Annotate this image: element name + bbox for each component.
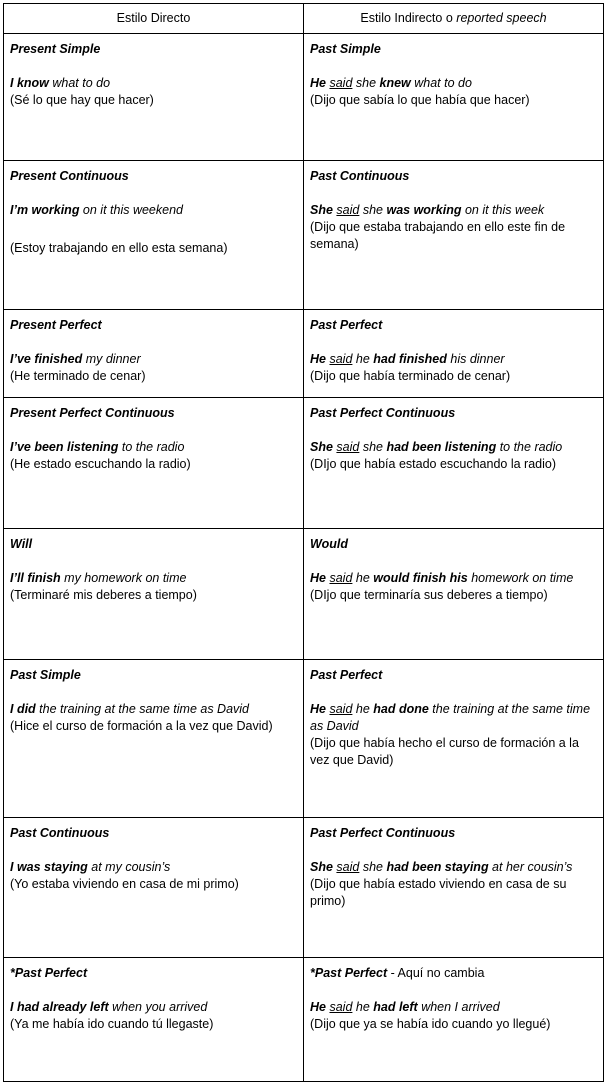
direct-cell — [4, 398, 304, 529]
direct-translation: (Sé lo que hay que hacer) — [10, 93, 154, 107]
direct-cell — [4, 161, 304, 310]
reported-example: She said she had been listening to the radio — [310, 440, 563, 454]
reported-cell — [304, 958, 604, 1082]
reported-translation: (Dijo que había terminado de cenar) — [310, 369, 511, 383]
table-row — [4, 34, 604, 161]
header-reported-label: Estilo Indirecto o — [360, 11, 453, 25]
reported-example: He said he had done the training at the same time as David — [310, 702, 591, 733]
direct-example: I was staying at my cousin’s — [10, 860, 171, 874]
reported-cell — [304, 818, 604, 958]
direct-example: I had already left when you arrived — [10, 1000, 208, 1014]
table-row — [4, 398, 604, 529]
reported-tense: Past Perfect — [310, 668, 383, 682]
reported-translation: (Dijo que había hecho el curso de formación a la vez que David) — [310, 736, 579, 767]
reported-tense: Past Continuous — [310, 169, 410, 183]
header-direct — [4, 4, 304, 34]
reported-cell — [304, 34, 604, 161]
direct-translation: (Terminaré mis deberes a tiempo) — [10, 588, 197, 602]
direct-tense: Present Perfect — [10, 318, 102, 332]
reported-example: She said she was working on it this week — [310, 203, 545, 217]
reported-cell — [304, 398, 604, 529]
reported-translation: (Dijo que estaba trabajando en ello este fin de semana) — [310, 220, 566, 251]
reported-tense: Past Simple — [310, 42, 381, 56]
reported-tense: Past Perfect — [310, 318, 383, 332]
reported-example: He said he would finish his homework on time — [310, 571, 574, 585]
reported-cell — [304, 529, 604, 660]
direct-tense: *Past Perfect — [10, 966, 88, 980]
tenses-table — [3, 3, 604, 1082]
header-row — [4, 4, 604, 34]
direct-tense: Will — [10, 537, 33, 551]
reported-cell — [304, 161, 604, 310]
direct-translation: (Hice el curso de formación a la vez que David) — [10, 719, 273, 733]
direct-translation: (He estado escuchando la radio) — [10, 457, 191, 471]
direct-example: I know what to do — [10, 76, 111, 90]
table-row — [4, 529, 604, 660]
direct-cell — [4, 529, 304, 660]
direct-cell — [4, 958, 304, 1082]
reported-translation: (Dijo que sabía lo que había que hacer) — [310, 93, 530, 107]
table-row — [4, 310, 604, 398]
direct-cell — [4, 310, 304, 398]
direct-tense: Past Simple — [10, 668, 81, 682]
table-row — [4, 660, 604, 818]
header-direct-label: Estilo Directo — [116, 11, 191, 25]
reported-example: He said she knew what to do — [310, 76, 472, 90]
direct-example: I’ve finished my dinner — [10, 352, 141, 366]
reported-tense: Would — [310, 537, 348, 551]
reported-translation: (DIjo que había estado escuchando la radio) — [310, 457, 556, 471]
direct-cell — [4, 660, 304, 818]
header-reported — [304, 4, 604, 34]
reported-translation: (Dijo que había estado viviendo en casa de su primo) — [310, 877, 567, 908]
reported-cell — [304, 660, 604, 818]
direct-example: I did the training at the same time as David — [10, 702, 250, 716]
reported-translation: (Dijo que ya se había ido cuando yo llegué) — [310, 1017, 551, 1031]
table-row — [4, 161, 604, 310]
direct-tense: Present Simple — [10, 42, 101, 56]
reported-tense: *Past Perfect - Aquí no cambia — [310, 966, 485, 980]
header-reported-italic: reported speech — [456, 11, 547, 25]
reported-tense: Past Perfect Continuous — [310, 406, 456, 420]
direct-tense: Present Perfect Continuous — [10, 406, 175, 420]
direct-example: I’m working on it this weekend — [10, 203, 183, 217]
direct-tense: Present Continuous — [10, 169, 129, 183]
reported-note: - Aquí no cambia — [387, 966, 485, 980]
reported-cell — [304, 310, 604, 398]
direct-cell — [4, 34, 304, 161]
table-row — [4, 818, 604, 958]
direct-example: I’ll finish my homework on time — [10, 571, 187, 585]
direct-example: I’ve been listening to the radio — [10, 440, 185, 454]
reported-example: He said he had finished his dinner — [310, 352, 505, 366]
direct-translation: (Ya me había ido cuando tú llegaste) — [10, 1017, 214, 1031]
reported-example: She said she had been staying at her cousin’s — [310, 860, 573, 874]
direct-translation: (He terminado de cenar) — [10, 369, 146, 383]
direct-cell — [4, 818, 304, 958]
direct-tense: Past Continuous — [10, 826, 110, 840]
direct-translation: (Estoy trabajando en ello esta semana) — [10, 241, 228, 255]
reported-example: He said he had left when I arrived — [310, 1000, 500, 1014]
reported-translation: (DIjo que terminaría sus deberes a tiempo) — [310, 588, 548, 602]
reported-tense: Past Perfect Continuous — [310, 826, 456, 840]
direct-translation: (Yo estaba viviendo en casa de mi primo) — [10, 877, 239, 891]
table-row — [4, 958, 604, 1082]
